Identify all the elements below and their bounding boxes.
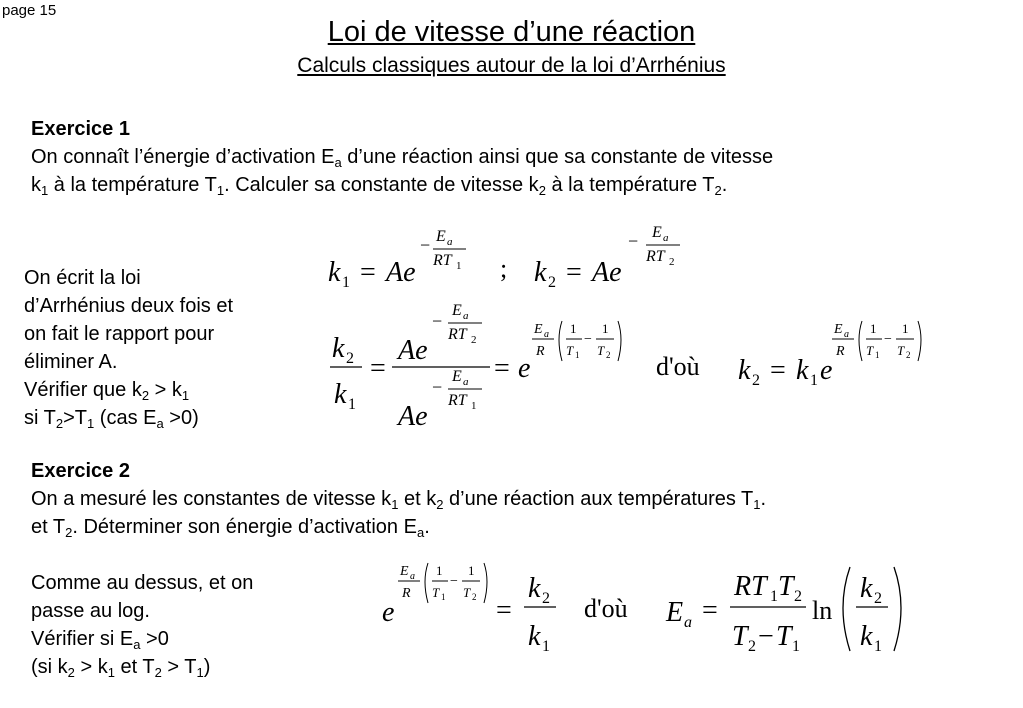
exercise2-explanation: Comme au dessus, et on passe au log. Vérifier si $E_a >0$ (si $k_2 > k_1$ et $T_2 > T_1$) (31, 572, 254, 680)
exercise1-line2: $k_1$ à la température $T_1$. Calculer sa constante de vitesse $k_2$ à la température $T_2$. (31, 174, 728, 198)
svg-text:−: − (758, 621, 774, 652)
svg-text:k: k (334, 379, 347, 410)
page-title: Loi de vitesse d’une réaction (327, 16, 696, 48)
svg-text:E: E (452, 302, 462, 319)
svg-text:1: 1 (870, 321, 877, 336)
svg-text:2: 2 (906, 350, 911, 360)
svg-text:1: 1 (792, 638, 800, 655)
svg-text:2: 2 (472, 592, 477, 602)
svg-text:=: = (566, 257, 582, 288)
svg-text:E: E (436, 228, 446, 245)
svg-text:k: k (860, 573, 873, 604)
svg-text:k: k (796, 355, 809, 386)
svg-text:1: 1 (348, 396, 356, 413)
svg-text:RT: RT (448, 326, 467, 343)
svg-text:2: 2 (346, 350, 354, 367)
svg-text:a: a (463, 310, 469, 322)
svg-text:E: E (834, 322, 843, 337)
svg-text:a: a (663, 232, 669, 244)
exercise2-statement (31, 485, 766, 541)
svg-text:R: R (836, 344, 845, 359)
svg-text:−: − (628, 231, 639, 251)
svg-text:=: = (370, 353, 386, 384)
svg-text:2: 2 (794, 588, 802, 605)
svg-text:1: 1 (471, 400, 477, 412)
formula-exp-ratio (382, 563, 556, 655)
svg-text:Ae: Ae (398, 401, 428, 432)
formula-dou-2: d'où (584, 594, 628, 623)
exercise1-heading: Exercice 1 (31, 118, 130, 140)
svg-text:1: 1 (602, 321, 609, 336)
svg-text:k: k (860, 621, 873, 652)
formula-k2-result (738, 321, 921, 389)
svg-text:E: E (400, 564, 409, 579)
svg-text:E: E (652, 224, 662, 241)
svg-text:k: k (328, 257, 341, 288)
svg-text:1: 1 (810, 372, 818, 389)
svg-text:RT: RT (734, 571, 767, 602)
svg-text:a: a (410, 571, 415, 582)
svg-text:1: 1 (902, 321, 909, 336)
svg-text:RT: RT (646, 248, 665, 265)
svg-text:e: e (382, 597, 395, 628)
exercise2-line2: et $T_2$. Déterminer son énergie d’activation $E_a$. (31, 516, 430, 540)
svg-text:−: − (420, 235, 431, 255)
formula-separator: ; (500, 254, 508, 283)
svg-text:E: E (666, 597, 684, 628)
svg-text:a: a (463, 376, 469, 388)
exercise1-formulas (320, 215, 1020, 445)
svg-text:−: − (584, 332, 592, 347)
svg-text:1: 1 (770, 588, 778, 605)
svg-text:=: = (360, 257, 376, 288)
svg-text:T: T (776, 621, 792, 652)
exercise2-formulas (370, 555, 915, 695)
svg-text:R: R (402, 586, 411, 601)
svg-text:=: = (770, 355, 786, 386)
ln-function: ln (812, 596, 833, 625)
svg-text:E: E (534, 322, 543, 337)
svg-text:−: − (432, 311, 443, 331)
svg-text:Ae: Ae (398, 335, 428, 366)
formula-ea-result (665, 567, 901, 655)
svg-text:2: 2 (874, 590, 882, 607)
svg-text:T: T (566, 343, 574, 358)
svg-text:e: e (820, 355, 833, 386)
svg-text:2: 2 (542, 590, 550, 607)
svg-text:1: 1 (874, 638, 882, 655)
svg-text:T: T (778, 571, 794, 602)
svg-text:Ae: Ae (386, 257, 416, 288)
svg-text:1: 1 (468, 563, 475, 578)
svg-text:1: 1 (342, 274, 350, 291)
svg-text:=: = (496, 595, 512, 626)
svg-text:k: k (534, 257, 547, 288)
svg-text:a: a (684, 614, 692, 631)
formula-k2 (534, 224, 680, 291)
svg-text:a: a (844, 329, 849, 340)
svg-text:2: 2 (748, 638, 756, 655)
exercise1-statement (31, 143, 773, 199)
svg-text:2: 2 (548, 274, 556, 291)
svg-text:k: k (528, 573, 541, 604)
svg-text:2: 2 (669, 256, 675, 268)
page-subtitle: Calculs classiques autour de la loi d’Arrhénius (297, 54, 726, 77)
page-number: page 15 (2, 2, 57, 19)
svg-text:1: 1 (441, 592, 446, 602)
svg-text:2: 2 (752, 372, 760, 389)
svg-text:a: a (544, 329, 549, 340)
svg-text:−: − (432, 377, 443, 397)
svg-text:T: T (432, 585, 440, 600)
formula-dou-1: d'où (656, 352, 700, 381)
svg-text:1: 1 (542, 638, 550, 655)
svg-text:RT: RT (433, 252, 452, 269)
exercise2-heading: Exercice 2 (31, 460, 130, 482)
svg-text:k: k (528, 621, 541, 652)
svg-text:a: a (447, 236, 453, 248)
exercise2-line1: On a mesuré les constantes de vitesse $k_1$ et $k_2$ d’une réaction aux températures $T_1$. (31, 488, 767, 512)
svg-text:T: T (866, 343, 874, 358)
svg-text:T: T (463, 585, 471, 600)
svg-text:1: 1 (436, 563, 443, 578)
svg-text:T: T (597, 343, 605, 358)
svg-text:k: k (738, 355, 751, 386)
svg-text:e: e (518, 353, 531, 384)
formula-ratio (330, 302, 621, 432)
exercise1-explanation: On écrit la loi d’Arrhénius deux fois et on fait le rapport pour éliminer A. Vérifier que $k_2 > k_1$ si $T_2>T_1$ (cas $E_a >0$) (24, 267, 234, 431)
svg-text:2: 2 (606, 350, 611, 360)
svg-text:1: 1 (456, 260, 462, 272)
svg-text:1: 1 (575, 350, 580, 360)
svg-text:T: T (732, 621, 748, 652)
svg-text:1: 1 (570, 321, 577, 336)
svg-text:E: E (452, 368, 462, 385)
svg-text:1: 1 (875, 350, 880, 360)
svg-text:−: − (450, 574, 458, 589)
svg-text:T: T (897, 343, 905, 358)
exercise1-line1: On connaît l’énergie d’activation $E_a$ d’une réaction ainsi que sa constante de vitesse (31, 146, 774, 170)
svg-text:k: k (332, 333, 345, 364)
svg-text:=: = (494, 353, 510, 384)
svg-text:Ae: Ae (592, 257, 622, 288)
svg-text:−: − (884, 332, 892, 347)
formula-k1 (328, 228, 466, 291)
svg-text:2: 2 (471, 334, 477, 346)
svg-text:=: = (702, 595, 718, 626)
svg-text:R: R (536, 344, 545, 359)
svg-text:RT: RT (448, 392, 467, 409)
